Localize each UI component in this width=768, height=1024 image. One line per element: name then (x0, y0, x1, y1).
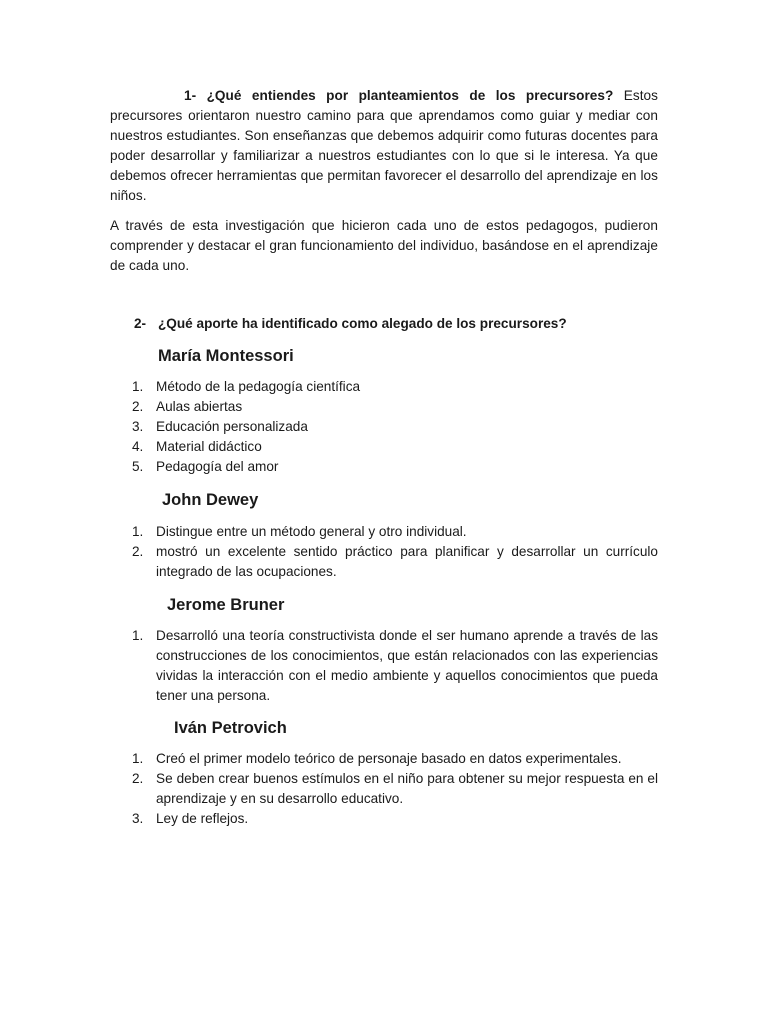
list-item-number: 1. (132, 628, 144, 643)
list-item-text: Aulas abiertas (156, 399, 243, 414)
montessori-list (110, 377, 658, 477)
list-item-number: 2. (132, 771, 144, 786)
list-item (110, 417, 658, 437)
list-item-text: Material didáctico (156, 439, 262, 454)
dewey-list (110, 522, 658, 582)
list-item-number: 4. (132, 439, 144, 454)
list-item-text: Distingue entre un método general y otro individual. (156, 524, 467, 539)
list-item-text: Pedagogía del amor (156, 459, 279, 474)
list-item (110, 457, 658, 477)
list-item-text: mostró un excelente sentido práctico para planificar y desarrollar un currículo integrado de las ocupaciones. (156, 544, 658, 579)
section-heading-petrovich: Iván Petrovich (174, 719, 287, 737)
question-1-answer: Estos precursores orientaron nuestro camino para que aprendamos como guiar y mediar con nuestros estudiantes. Son enseñanzas que debemos adquirir como futuras docentes para poder desarrollar y familiarizar a nuestros estudiantes con lo que si le interesa. Ya que debemos ofrecer herramientas que permitan favorecer el desarrollo del aprendizaje en los niños. (110, 88, 658, 203)
list-item (110, 542, 658, 582)
paragraph-2: A través de esta investigación que hicieron cada uno de estos pedagogos, pudieron comprender y destacar el gran funcionamiento del individuo, basándose en el aprendizaje de cada uno. (110, 218, 658, 273)
list-item (110, 397, 658, 417)
list-item-text: Método de la pedagogía científica (156, 379, 361, 394)
list-item-number: 1. (132, 524, 144, 539)
list-item-text: Desarrolló una teoría constructivista donde el ser humano aprende a través de las construcciones de los conocimientos, que están relacionados con las experiencias vividas la interacción con el medio ambiente y aquellos conocimientos que pueda tener una persona. (156, 628, 658, 703)
section-heading-bruner: Jerome Bruner (167, 596, 285, 614)
bruner-list (110, 626, 658, 706)
section-heading-montessori: María Montessori (158, 347, 294, 365)
list-item (110, 809, 658, 829)
list-item-number: 2. (132, 399, 144, 414)
list-item (110, 377, 658, 397)
list-item (110, 769, 658, 809)
list-item-text: Ley de reflejos. (156, 811, 249, 826)
list-item-text: Educación personalizada (156, 419, 308, 434)
list-item-number: 2. (132, 544, 144, 559)
list-item-number: 1. (132, 379, 144, 394)
petrovich-list (110, 749, 658, 829)
list-item-number: 5. (132, 459, 144, 474)
list-item-text: Creó el primer modelo teórico de personaje basado en datos experimentales. (156, 751, 622, 766)
list-item-text: Se deben crear buenos estímulos en el niño para obtener su mejor respuesta en el aprendizaje y en su desarrollo educativo. (156, 771, 658, 806)
list-item-number: 3. (132, 811, 144, 826)
question-1-label: 1- ¿Qué entiendes por planteamientos de los precursores? (184, 88, 614, 103)
list-item (110, 522, 658, 542)
list-item-number: 1. (132, 751, 144, 766)
list-item (110, 437, 658, 457)
question-2-text: ¿Qué aporte ha identificado como alegado de los precursores? (158, 316, 567, 331)
question-2-number: 2- (134, 316, 147, 331)
question-2-heading (134, 314, 567, 334)
list-item (110, 749, 658, 769)
question-1-paragraph (110, 86, 658, 206)
list-item-number: 3. (132, 419, 144, 434)
section-heading-dewey: John Dewey (162, 491, 259, 509)
list-item (110, 626, 658, 706)
